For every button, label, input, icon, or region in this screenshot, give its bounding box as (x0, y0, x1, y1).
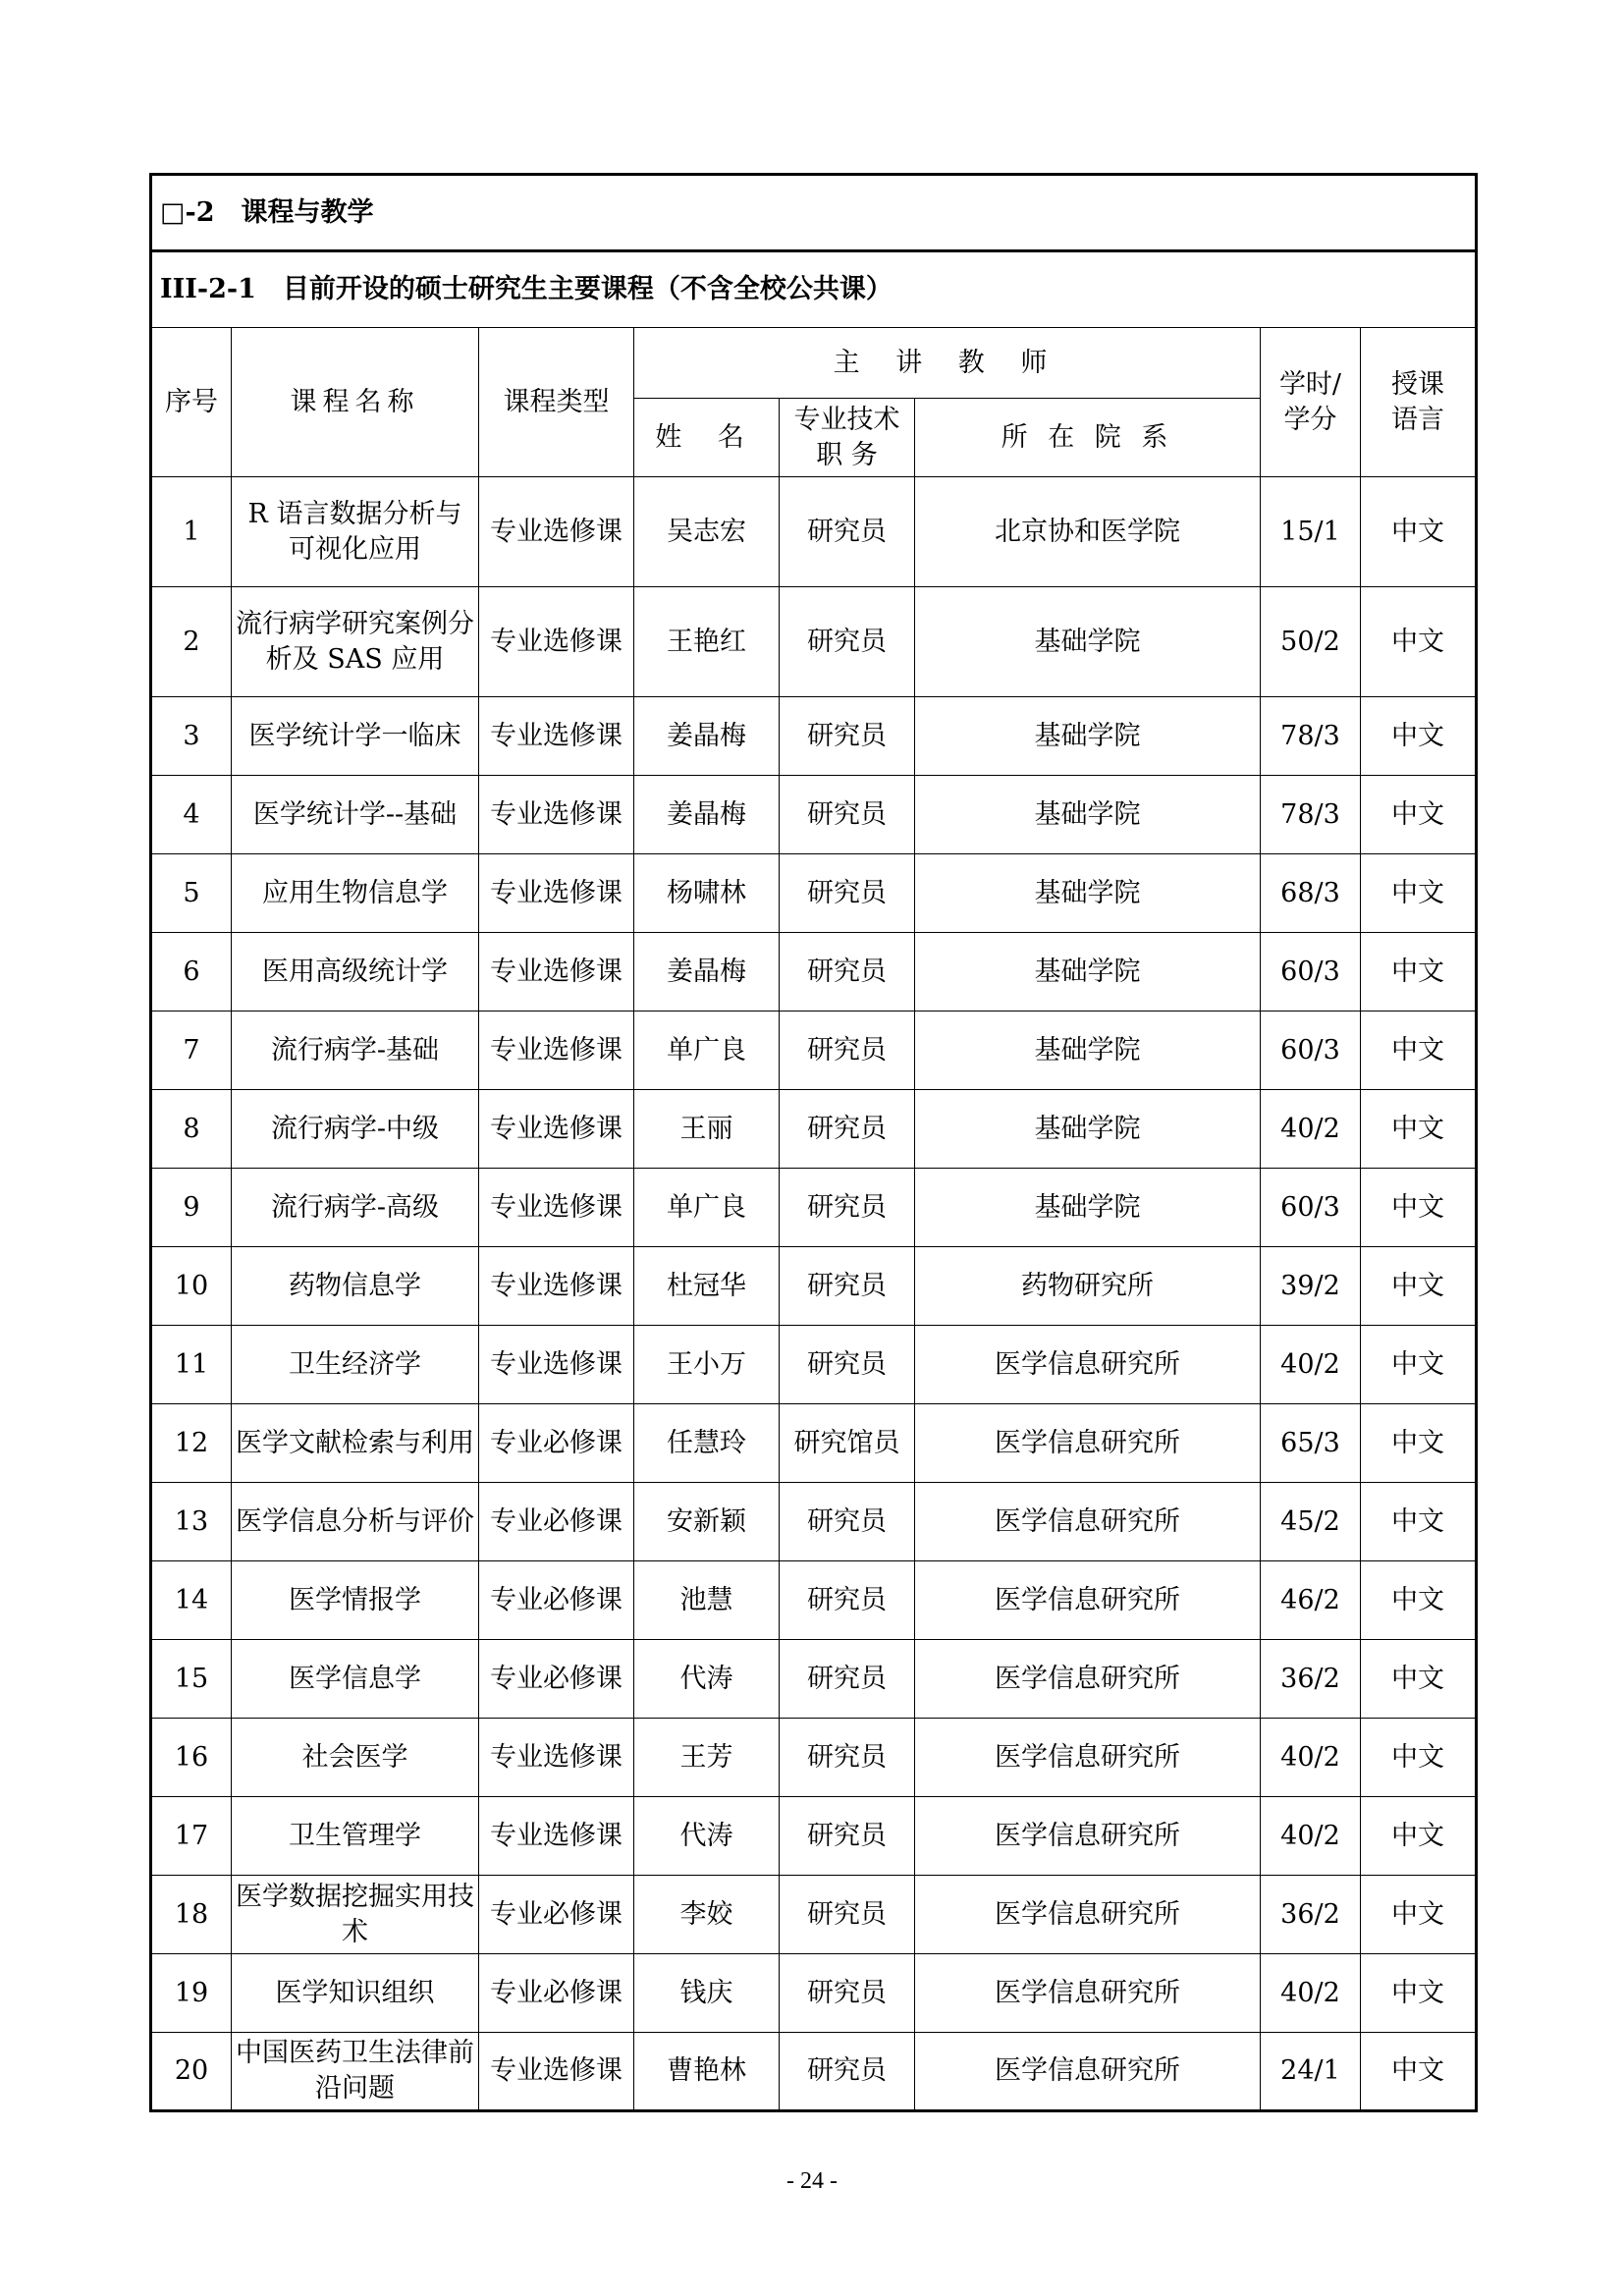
cell-index: 8 (151, 1090, 232, 1169)
cell-course-name: 应用生物信息学 (232, 854, 479, 933)
cell-course-type: 专业选修课 (479, 776, 634, 854)
header-course-type: 课程类型 (479, 328, 634, 477)
cell-index: 2 (151, 587, 232, 697)
cell-rank: 研究员 (780, 854, 915, 933)
cell-course-type: 专业选修课 (479, 2033, 634, 2111)
section-subtitle: III-2-1 目前开设的硕士研究生主要课程（不含全校公共课） (151, 251, 1477, 328)
cell-language: 中文 (1361, 1954, 1477, 2033)
cell-index: 1 (151, 477, 232, 587)
cell-dept: 医学信息研究所 (915, 2033, 1261, 2111)
cell-dept: 基础学院 (915, 1169, 1261, 1247)
cell-teacher: 代涛 (634, 1640, 780, 1719)
cell-rank: 研究员 (780, 1640, 915, 1719)
cell-course-name: 医用高级统计学 (232, 933, 479, 1011)
section-title: □-2 课程与教学 (151, 175, 1477, 251)
table-row (151, 1326, 1477, 1404)
cell-dept: 基础学院 (915, 854, 1261, 933)
cell-course-type: 专业选修课 (479, 1169, 634, 1247)
cell-language: 中文 (1361, 776, 1477, 854)
cell-dept: 基础学院 (915, 697, 1261, 776)
cell-course-type: 专业必修课 (479, 1561, 634, 1640)
cell-language: 中文 (1361, 1797, 1477, 1876)
cell-language: 中文 (1361, 587, 1477, 697)
cell-course-name: 社会医学 (232, 1719, 479, 1797)
cell-dept: 医学信息研究所 (915, 1640, 1261, 1719)
cell-hours: 36/2 (1261, 1640, 1361, 1719)
cell-rank: 研究员 (780, 587, 915, 697)
cell-language: 中文 (1361, 1090, 1477, 1169)
cell-index: 16 (151, 1719, 232, 1797)
cell-dept: 基础学院 (915, 1090, 1261, 1169)
cell-index: 4 (151, 776, 232, 854)
cell-course-type: 专业必修课 (479, 1876, 634, 1954)
cell-index: 12 (151, 1404, 232, 1483)
cell-course-type: 专业选修课 (479, 697, 634, 776)
cell-hours: 39/2 (1261, 1247, 1361, 1326)
cell-language: 中文 (1361, 1561, 1477, 1640)
page-number: - 24 - (786, 2168, 838, 2194)
cell-index: 19 (151, 1954, 232, 2033)
cell-language: 中文 (1361, 1326, 1477, 1404)
table-row (151, 1404, 1477, 1483)
cell-dept: 北京协和医学院 (915, 477, 1261, 587)
cell-rank: 研究员 (780, 1797, 915, 1876)
cell-dept: 基础学院 (915, 933, 1261, 1011)
cell-rank: 研究员 (780, 2033, 915, 2111)
cell-dept: 基础学院 (915, 1011, 1261, 1090)
table-row (151, 1090, 1477, 1169)
cell-teacher: 安新颖 (634, 1483, 780, 1561)
cell-rank: 研究员 (780, 697, 915, 776)
cell-dept: 医学信息研究所 (915, 1483, 1261, 1561)
cell-course-type: 专业选修课 (479, 587, 634, 697)
cell-teacher: 王丽 (634, 1090, 780, 1169)
table-row (151, 1954, 1477, 2033)
cell-rank: 研究员 (780, 1326, 915, 1404)
cell-teacher: 曹艳林 (634, 2033, 780, 2111)
cell-teacher: 吴志宏 (634, 477, 780, 587)
cell-index: 11 (151, 1326, 232, 1404)
cell-teacher: 池慧 (634, 1561, 780, 1640)
cell-language: 中文 (1361, 1483, 1477, 1561)
cell-course-type: 专业选修课 (479, 1011, 634, 1090)
course-table (149, 173, 1478, 2112)
cell-course-type: 专业选修课 (479, 933, 634, 1011)
cell-course-name: 医学信息分析与评价 (232, 1483, 479, 1561)
cell-teacher: 姜晶梅 (634, 776, 780, 854)
table-row (151, 1719, 1477, 1797)
cell-index: 6 (151, 933, 232, 1011)
cell-course-type: 专业选修课 (479, 1090, 634, 1169)
cell-teacher: 代涛 (634, 1797, 780, 1876)
cell-rank: 研究员 (780, 1011, 915, 1090)
header-course-name: 课程名称 (232, 328, 479, 477)
table-row (151, 1247, 1477, 1326)
cell-language: 中文 (1361, 1247, 1477, 1326)
header-dept: 所 在 院 系 (915, 399, 1261, 477)
cell-hours: 45/2 (1261, 1483, 1361, 1561)
cell-hours: 40/2 (1261, 1719, 1361, 1797)
cell-index: 17 (151, 1797, 232, 1876)
cell-course-name: 医学数据挖掘实用技术 (232, 1876, 479, 1954)
cell-hours: 60/3 (1261, 1011, 1361, 1090)
table-row (151, 1483, 1477, 1561)
cell-index: 5 (151, 854, 232, 933)
cell-course-name: 医学统计学--基础 (232, 776, 479, 854)
cell-language: 中文 (1361, 933, 1477, 1011)
table-row (151, 1640, 1477, 1719)
cell-index: 14 (151, 1561, 232, 1640)
cell-hours: 15/1 (1261, 477, 1361, 587)
cell-hours: 68/3 (1261, 854, 1361, 933)
table-row (151, 2033, 1477, 2111)
cell-teacher: 王芳 (634, 1719, 780, 1797)
cell-language: 中文 (1361, 1011, 1477, 1090)
cell-course-name: 医学情报学 (232, 1561, 479, 1640)
cell-index: 15 (151, 1640, 232, 1719)
header-language: 授课 语言 (1361, 328, 1477, 477)
cell-teacher: 单广良 (634, 1169, 780, 1247)
cell-teacher: 姜晶梅 (634, 933, 780, 1011)
cell-course-name: 医学信息学 (232, 1640, 479, 1719)
cell-course-name: R 语言数据分析与可视化应用 (232, 477, 479, 587)
cell-rank: 研究员 (780, 776, 915, 854)
cell-index: 13 (151, 1483, 232, 1561)
header-hours: 学时/ 学分 (1261, 328, 1361, 477)
cell-course-type: 专业必修课 (479, 1640, 634, 1719)
cell-rank: 研究员 (780, 1090, 915, 1169)
cell-index: 10 (151, 1247, 232, 1326)
cell-language: 中文 (1361, 697, 1477, 776)
table-row (151, 1169, 1477, 1247)
cell-hours: 40/2 (1261, 1326, 1361, 1404)
cell-hours: 46/2 (1261, 1561, 1361, 1640)
cell-course-name: 医学统计学一临床 (232, 697, 479, 776)
cell-course-type: 专业必修课 (479, 1404, 634, 1483)
cell-teacher: 王小万 (634, 1326, 780, 1404)
cell-rank: 研究员 (780, 1954, 915, 2033)
cell-course-name: 卫生管理学 (232, 1797, 479, 1876)
cell-rank: 研究员 (780, 1169, 915, 1247)
cell-dept: 药物研究所 (915, 1247, 1261, 1326)
cell-course-type: 专业选修课 (479, 854, 634, 933)
cell-course-name: 流行病学-高级 (232, 1169, 479, 1247)
cell-index: 3 (151, 697, 232, 776)
header-teacher-group: 主 讲 教 师 (634, 328, 1261, 399)
cell-teacher: 钱庆 (634, 1954, 780, 2033)
cell-language: 中文 (1361, 1404, 1477, 1483)
cell-hours: 36/2 (1261, 1876, 1361, 1954)
cell-dept: 医学信息研究所 (915, 1719, 1261, 1797)
cell-language: 中文 (1361, 854, 1477, 933)
cell-hours: 78/3 (1261, 776, 1361, 854)
cell-index: 7 (151, 1011, 232, 1090)
cell-course-name: 医学文献检索与利用 (232, 1404, 479, 1483)
cell-hours: 60/3 (1261, 933, 1361, 1011)
table-row (151, 1561, 1477, 1640)
table-row (151, 587, 1477, 697)
cell-hours: 40/2 (1261, 1797, 1361, 1876)
cell-index: 20 (151, 2033, 232, 2111)
table-row (151, 1797, 1477, 1876)
cell-teacher: 单广良 (634, 1011, 780, 1090)
cell-course-name: 卫生经济学 (232, 1326, 479, 1404)
cell-course-type: 专业选修课 (479, 1797, 634, 1876)
cell-teacher: 李姣 (634, 1876, 780, 1954)
cell-language: 中文 (1361, 1719, 1477, 1797)
header-title: 专业技术 职 务 (780, 399, 915, 477)
header-teacher-name: 姓 名 (634, 399, 780, 477)
cell-teacher: 王艳红 (634, 587, 780, 697)
cell-teacher: 姜晶梅 (634, 697, 780, 776)
cell-rank: 研究员 (780, 1247, 915, 1326)
cell-hours: 24/1 (1261, 2033, 1361, 2111)
cell-rank: 研究员 (780, 933, 915, 1011)
cell-course-type: 专业选修课 (479, 477, 634, 587)
cell-course-name: 中国医药卫生法律前沿问题 (232, 2033, 479, 2111)
cell-dept: 基础学院 (915, 587, 1261, 697)
cell-language: 中文 (1361, 1640, 1477, 1719)
cell-teacher: 杨啸林 (634, 854, 780, 933)
cell-hours: 65/3 (1261, 1404, 1361, 1483)
cell-teacher: 任慧玲 (634, 1404, 780, 1483)
cell-dept: 医学信息研究所 (915, 1404, 1261, 1483)
cell-dept: 医学信息研究所 (915, 1561, 1261, 1640)
cell-course-type: 专业选修课 (479, 1247, 634, 1326)
cell-language: 中文 (1361, 1169, 1477, 1247)
table-row (151, 697, 1477, 776)
cell-course-name: 流行病学研究案例分析及 SAS 应用 (232, 587, 479, 697)
course-table-frame (149, 173, 1475, 2112)
cell-dept: 医学信息研究所 (915, 1797, 1261, 1876)
cell-language: 中文 (1361, 2033, 1477, 2111)
cell-rank: 研究馆员 (780, 1404, 915, 1483)
cell-hours: 60/3 (1261, 1169, 1361, 1247)
cell-course-name: 医学知识组织 (232, 1954, 479, 2033)
cell-rank: 研究员 (780, 1483, 915, 1561)
cell-hours: 40/2 (1261, 1090, 1361, 1169)
header-index: 序号 (151, 328, 232, 477)
cell-rank: 研究员 (780, 1561, 915, 1640)
table-row (151, 776, 1477, 854)
cell-rank: 研究员 (780, 1876, 915, 1954)
cell-language: 中文 (1361, 1876, 1477, 1954)
table-row (151, 1876, 1477, 1954)
cell-dept: 医学信息研究所 (915, 1326, 1261, 1404)
cell-index: 9 (151, 1169, 232, 1247)
table-row (151, 1011, 1477, 1090)
cell-course-name: 流行病学-基础 (232, 1011, 479, 1090)
table-row (151, 477, 1477, 587)
cell-course-name: 流行病学-中级 (232, 1090, 479, 1169)
cell-dept: 基础学院 (915, 776, 1261, 854)
cell-hours: 40/2 (1261, 1954, 1361, 2033)
cell-hours: 78/3 (1261, 697, 1361, 776)
table-row (151, 933, 1477, 1011)
cell-dept: 医学信息研究所 (915, 1876, 1261, 1954)
table-row (151, 854, 1477, 933)
cell-hours: 50/2 (1261, 587, 1361, 697)
cell-teacher: 杜冠华 (634, 1247, 780, 1326)
cell-index: 18 (151, 1876, 232, 1954)
cell-dept: 医学信息研究所 (915, 1954, 1261, 2033)
cell-rank: 研究员 (780, 1719, 915, 1797)
cell-course-type: 专业选修课 (479, 1719, 634, 1797)
cell-course-name: 药物信息学 (232, 1247, 479, 1326)
cell-rank: 研究员 (780, 477, 915, 587)
cell-language: 中文 (1361, 477, 1477, 587)
cell-course-type: 专业选修课 (479, 1326, 634, 1404)
cell-course-type: 专业必修课 (479, 1483, 634, 1561)
cell-course-type: 专业必修课 (479, 1954, 634, 2033)
